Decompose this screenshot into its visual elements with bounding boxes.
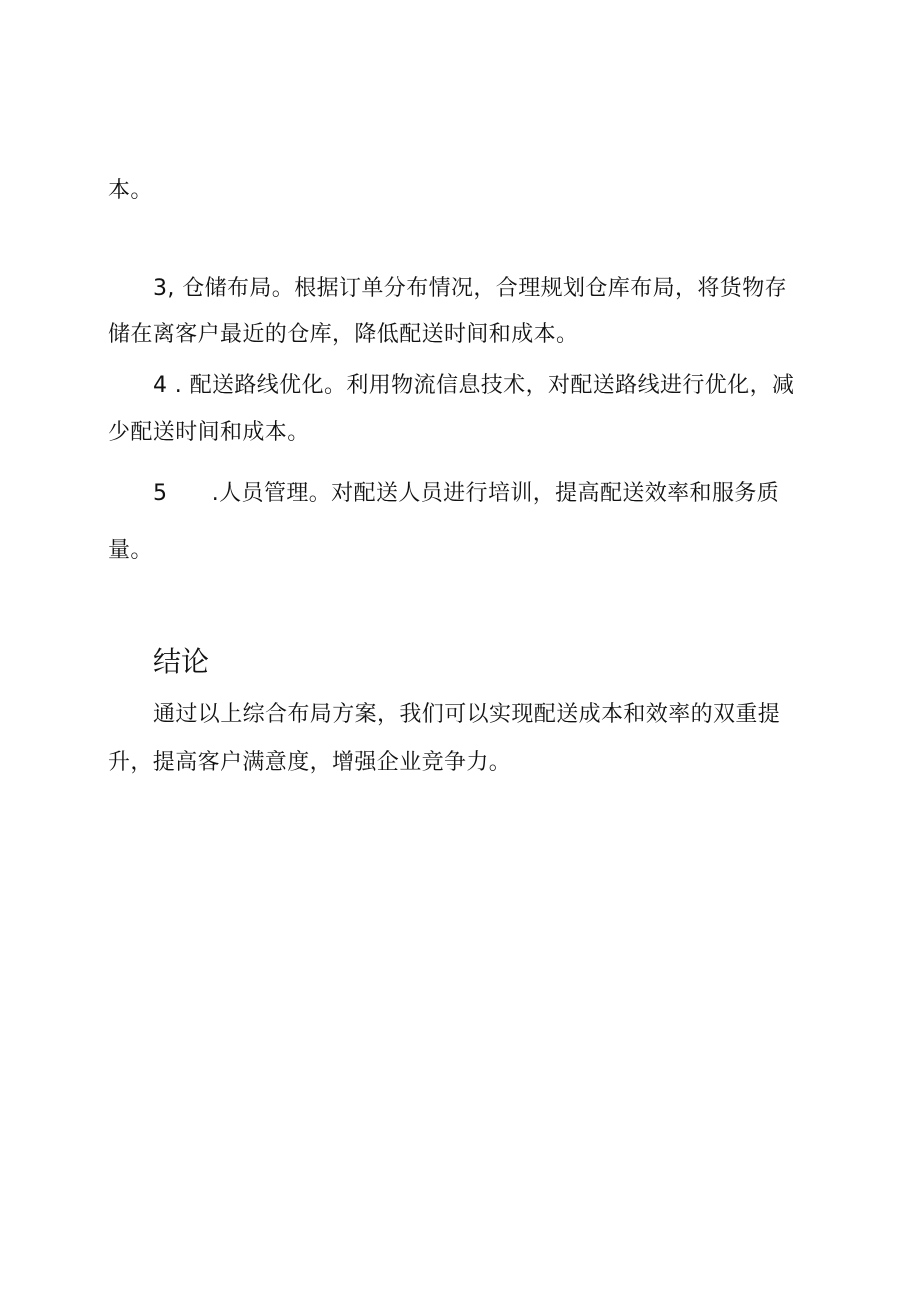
conclusion-line2: 升，提高客户满意度，增强企业竞争力。 (108, 750, 512, 775)
list-item-5-number: 5 (153, 481, 168, 506)
list-item-4-text1: . 配送路线优化。利用物流信息技术，对配送路线进行优化，减 (167, 373, 795, 398)
list-item-5-line1 (153, 479, 779, 509)
list-item-5-text1: .人员管理。对配送人员进行培训，提高配送效率和服务质 (167, 481, 780, 506)
list-item-4-number: 4 (153, 373, 168, 398)
list-item-4-line2: 少配送时间和成本。 (108, 420, 310, 445)
continuation-text: 本。 (108, 178, 153, 203)
conclusion-heading: 结论 (153, 645, 210, 678)
list-item-4-line1 (153, 371, 794, 401)
list-item-3-number: 3, (153, 276, 175, 301)
list-item-3-line2: 储在离客户最近的仓库，降低配送时间和成本。 (108, 322, 579, 347)
conclusion-line1: 通过以上综合布局方案，我们可以实现配送成本和效率的双重提 (153, 702, 781, 727)
list-item-3-text1: 仓储布局。根据订单分布情况，合理规划仓库布局，将货物存 (174, 276, 787, 301)
list-item-3-line1 (153, 274, 787, 304)
list-item-5-line2: 量。 (108, 538, 153, 563)
